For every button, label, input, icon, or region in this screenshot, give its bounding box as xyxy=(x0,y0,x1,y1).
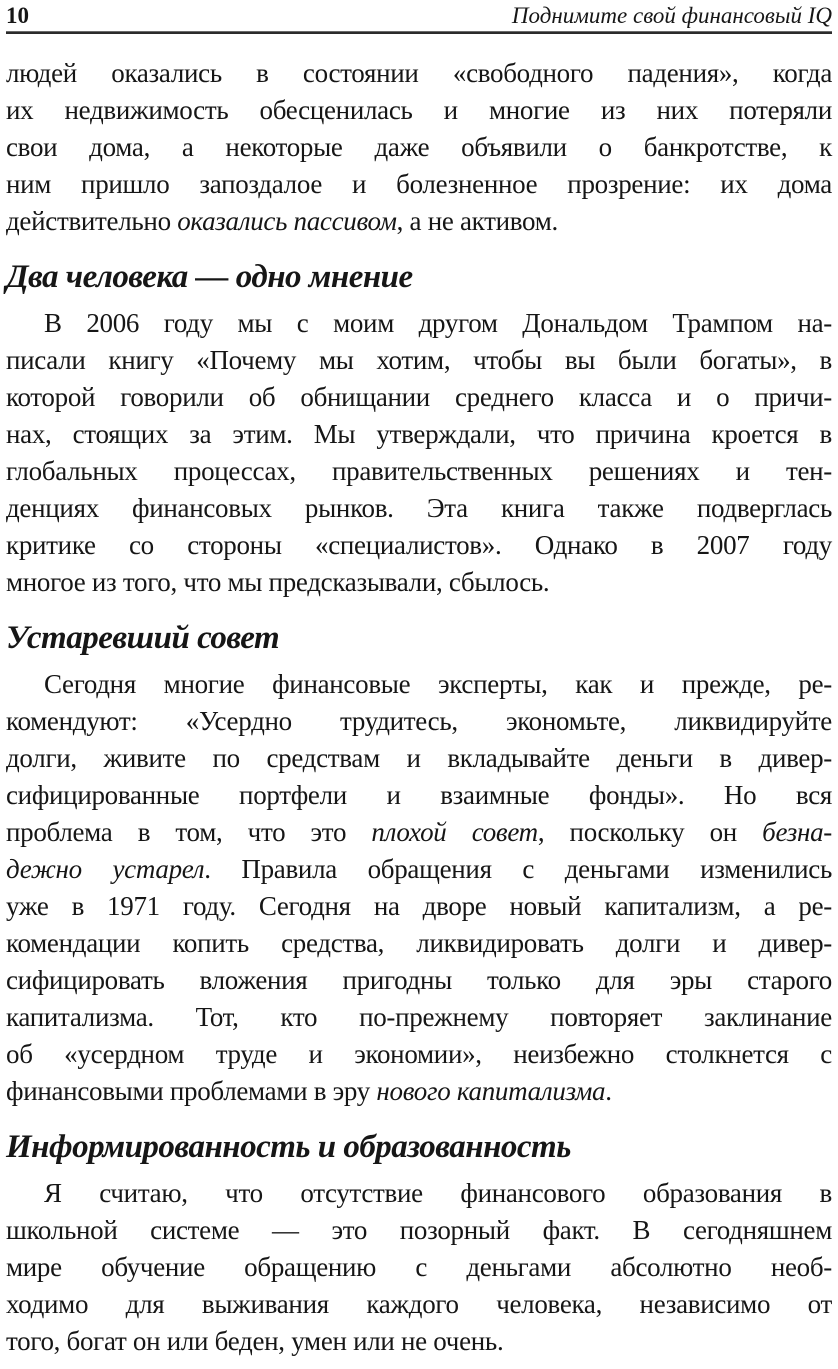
text-segment: действительно xyxy=(6,206,178,236)
text-line xyxy=(6,379,832,416)
text-line xyxy=(6,777,832,814)
text-line xyxy=(6,92,832,129)
text-line xyxy=(6,129,832,166)
text-segment: денциях финансовых рынков. Эта книга также подверглась xyxy=(6,493,832,523)
text-line xyxy=(6,851,832,888)
text-line xyxy=(6,1249,832,1286)
text-segment: проблема в том, что это xyxy=(6,817,372,847)
text-segment: Я считаю, что отсутствие финансового образования в xyxy=(44,1178,832,1208)
text-segment: глобальных процессах, правительственных решениях и тен- xyxy=(6,456,832,486)
text-segment: уже в 1971 году. Сегодня на дворе новый капитализм, а ре- xyxy=(6,891,832,921)
text-line xyxy=(6,453,832,490)
text-segment: писали книгу «Почему мы хотим, чтобы вы были богаты», в xyxy=(6,345,832,375)
text-segment: мире обучение обращению с деньгами абсолютно необ- xyxy=(6,1252,832,1282)
text-segment: многое из того, что мы предсказывали, сбылось. xyxy=(6,567,550,597)
text-segment: комендации копить средства, ликвидировать долги и дивер- xyxy=(6,928,832,958)
text-line xyxy=(6,203,832,240)
text-line xyxy=(6,962,832,999)
text-segment: Сегодня многие финансовые эксперты, как и прежде, ре- xyxy=(44,669,832,699)
text-line xyxy=(6,1073,832,1110)
text-line xyxy=(6,999,832,1036)
italic-text-segment: безна- xyxy=(762,817,832,847)
text-segment: . xyxy=(605,1076,612,1106)
text-line xyxy=(6,305,832,342)
text-line xyxy=(6,1286,832,1323)
text-segment: свои дома, а некоторые даже объявили о банкротстве, к xyxy=(6,132,832,162)
italic-text-segment: нового капитализма xyxy=(376,1076,606,1106)
text-segment: финансовыми проблемами в эру xyxy=(6,1076,377,1106)
text-segment: ходимо для выживания каждого человека, независимо от xyxy=(6,1289,832,1319)
text-line xyxy=(6,490,832,527)
text-line xyxy=(6,740,832,777)
text-line xyxy=(6,416,832,453)
italic-text-segment: оказались пассивом xyxy=(177,206,397,236)
text-segment: сифицировать вложения пригодны только для эры старого xyxy=(6,965,832,995)
text-line xyxy=(6,814,832,851)
text-segment: их недвижимость обесценилась и многие из них потеряли xyxy=(6,95,832,125)
text-line xyxy=(6,1323,832,1360)
text-segment: того, богат он или беден, умен или не очень. xyxy=(6,1326,504,1356)
text-line xyxy=(6,166,832,203)
paragraph xyxy=(6,1175,832,1360)
text-line xyxy=(6,925,832,962)
section-heading: Устаревший совет xyxy=(6,620,280,656)
text-segment: , поскольку он xyxy=(537,817,763,847)
text-line xyxy=(6,55,832,92)
text-line xyxy=(6,342,832,379)
text-segment: критике со стороны «специалистов». Однако в 2007 году xyxy=(6,530,832,560)
italic-text-segment: дежно устарел xyxy=(6,854,205,884)
header-rule xyxy=(6,31,832,34)
section-heading: Информированность и образованность xyxy=(6,1129,571,1165)
text-segment: , а не активом. xyxy=(396,206,558,236)
running-title: Поднимите свой финансовый IQ xyxy=(511,3,832,28)
text-segment: долги, живите по средствам и вкладывайте деньги в дивер- xyxy=(6,743,832,773)
text-segment: комендуют: «Усердно трудитесь, экономьте, ликвидируйте xyxy=(6,706,832,736)
text-segment: об «усердном труде и экономии», неизбежно столкнется с xyxy=(6,1039,832,1069)
paragraph xyxy=(6,55,832,240)
italic-text-segment: плохой совет xyxy=(371,817,538,847)
paragraph xyxy=(6,305,832,601)
text-segment: людей оказались в состоянии «свободного падения», когда xyxy=(6,58,832,88)
text-segment: которой говорили об обнищании среднего класса и о причи- xyxy=(6,382,832,412)
text-line xyxy=(6,703,832,740)
text-line xyxy=(6,564,832,601)
text-line xyxy=(6,1036,832,1073)
text-segment: капитализма. Тот, кто по-прежнему повторяет заклинание xyxy=(6,1002,832,1032)
text-segment: В 2006 году мы с моим другом Дональдом Трампом на- xyxy=(44,308,832,338)
text-segment: ним пришло запоздалое и болезненное прозрение: их дома xyxy=(6,169,832,199)
text-segment: . Правила обращения с деньгами изменились xyxy=(204,854,832,884)
text-line xyxy=(6,1212,832,1249)
page-header xyxy=(6,3,832,28)
text-line xyxy=(6,666,832,703)
text-line xyxy=(6,527,832,564)
page-body xyxy=(6,55,832,1360)
section-heading: Два человека — одно мнение xyxy=(6,259,413,295)
text-segment: школьной системе — это позорный факт. В сегодняшнем xyxy=(6,1215,832,1245)
text-segment: сифицированные портфели и взаимные фонды». Но вся xyxy=(6,780,832,810)
paragraph xyxy=(6,666,832,1110)
text-segment: нах, стоящих за этим. Мы утверждали, что причина кроется в xyxy=(6,419,832,449)
text-line xyxy=(6,888,832,925)
text-line xyxy=(6,1175,832,1212)
page-number: 10 xyxy=(6,3,29,28)
